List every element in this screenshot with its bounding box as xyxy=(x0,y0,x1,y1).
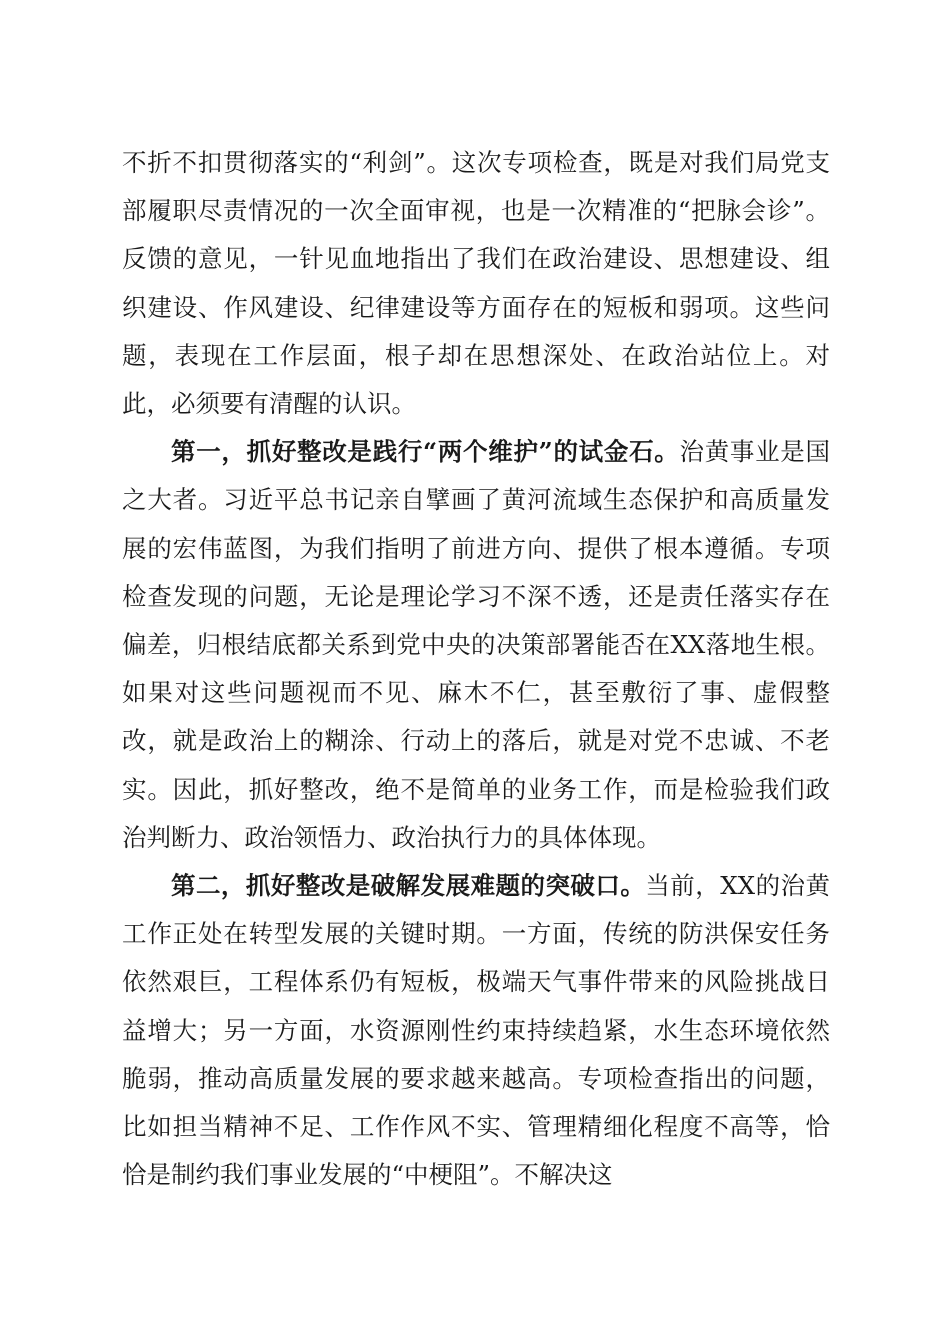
document-body xyxy=(122,139,830,1199)
paragraph-heading: 第二，抓好整改是破解发展难题的突破口。 xyxy=(171,871,646,901)
paragraph-text: 治黄事业是国之大者。习近平总书记亲自擘画了黄河流域生态保护和高质量发展的宏伟蓝图，为我们指明了前进方向、提供了根本遵循。专项检查发现的问题，无论是理论学习不深不透，还是责任落实存在偏差，归根结底都关系到党中央的决策部署能否在XX落地生根。如果对这些问题视而不见、麻木不仁，甚至敷衍了事、虚假整改，就是政治上的糊涂、行动上的落后，就是对党不忠诚、不老实。因此，抓好整改，绝不是简单的业务工作，而是检验我们政治判断力、政治领悟力、政治执行力的具体体现。 xyxy=(122,437,831,852)
paragraph-heading: 第一，抓好整改是践行“两个维护”的试金石。 xyxy=(171,437,680,467)
paragraph-text: 不折不扣贯彻落实的“利剑”。这次专项检查，既是对我们局党支部履职尽责情况的一次全面审视，也是一次精准的“把脉会诊”。反馈的意见，一针见血地指出了我们在政治建设、思想建设、组织建设、作风建设、纪律建设等方面存在的短板和弱项。这些问题，表现在工作层面，根子却在思想深处、在政治站位上。对此，必须要有清醒的认识。 xyxy=(122,148,830,419)
paragraph-continued xyxy=(122,139,830,428)
paragraph-text: 当前，XX的治黄工作正处在转型发展的关键时期。一方面，传统的防洪保安任务依然艰巨，工程体系仍有短板，极端天气事件带来的风险挑战日益增大；另一方面，水资源刚性约束持续趋紧，水生态环境依然脆弱，推动高质量发展的要求越来越高。专项检查指出的问题，比如担当精神不足、工作作风不实、管理精细化程度不高等，恰恰是制约我们事业发展的“中梗阻”。不解决这 xyxy=(122,871,830,1190)
paragraph-second-point xyxy=(122,862,830,1199)
paragraph-first-point xyxy=(122,428,830,862)
